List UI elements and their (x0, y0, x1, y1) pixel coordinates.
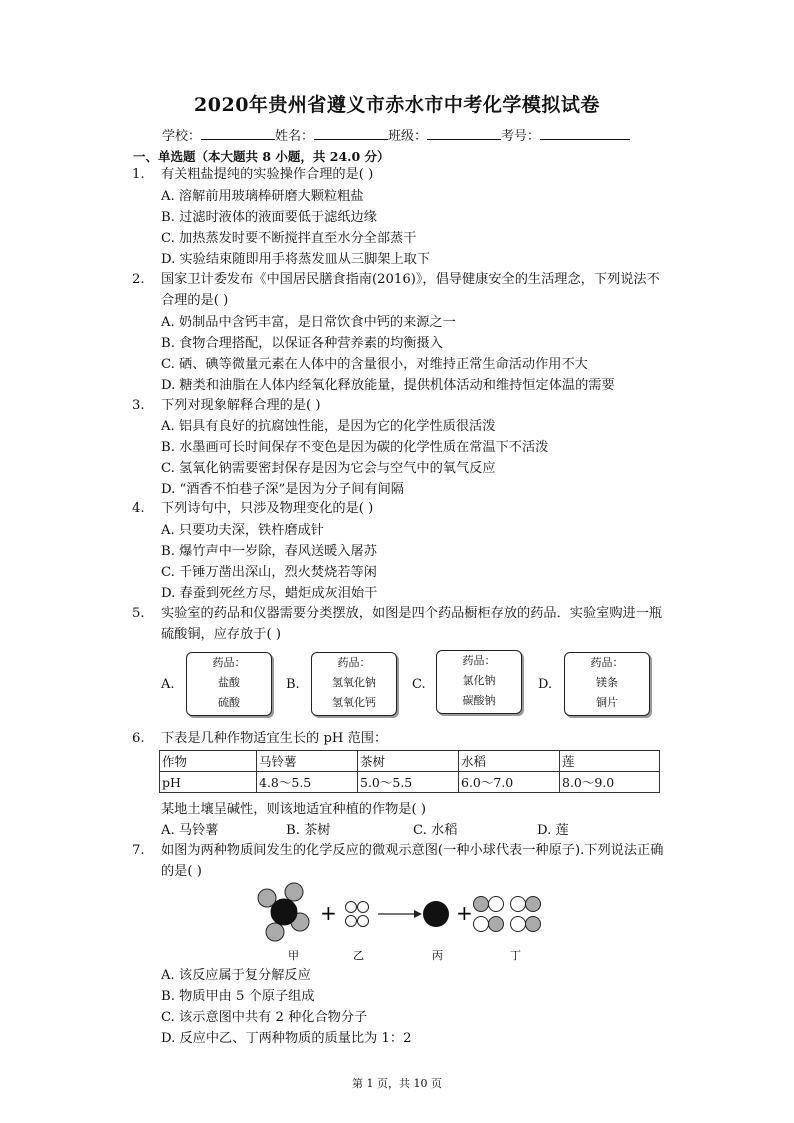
class-blank[interactable] (427, 127, 501, 140)
cabinet-d (564, 652, 650, 716)
cabinet-b (311, 652, 397, 716)
table-cell: 8.0～9.0 (560, 772, 660, 793)
question-4 (132, 498, 672, 519)
page-footer: 第 1 页，共 10 页 (352, 1077, 442, 1090)
table-cell: 6.0～7.0 (459, 772, 560, 793)
question-stem: 下表是几种作物适宜生长的 pH 范围： (161, 731, 388, 746)
student-info-line (162, 125, 630, 144)
table-cell: 5.0～5.5 (358, 772, 459, 793)
question-7 (132, 840, 664, 882)
option-c: C. 加热蒸发时要不断搅拌直至水分全部蒸干 (161, 231, 417, 246)
question-number: 3. (132, 398, 145, 413)
option-d: D. “酒香不怕巷子深”是因为分子间有间隔 (161, 482, 404, 497)
option-a: A. (161, 677, 175, 692)
option-b: B. 爆竹声中一岁除，春风送暖入屠苏 (161, 544, 377, 559)
option-c: C. (412, 677, 426, 692)
plus-sign: + (320, 901, 337, 925)
table-cell: 4.8～5.5 (257, 772, 358, 793)
molecule-yi (346, 902, 369, 927)
plus-sign: + (456, 901, 473, 925)
cabinet-item: 镁条 (596, 676, 618, 689)
cabinet-a (186, 652, 272, 716)
name-label: 姓名： (275, 129, 315, 144)
option-a: A. 只要功夫深，铁杵磨成针 (161, 523, 324, 538)
label-bing: 丙 (432, 949, 443, 962)
page-title: 2020年贵州省遵义市赤水市中考化学模拟试卷 (194, 94, 600, 116)
table-cell: 马铃薯 (257, 751, 358, 772)
option-d: D. 春蚕到死丝方尽，蜡炬成灰泪始干 (161, 586, 378, 601)
question-stem: 国家卫计委发布《中国居民膳食指南(2016)》，倡导健康安全的生活理念，下列说法不合理的是( ) (161, 272, 660, 308)
cabinet-item: 氯化钠 (462, 674, 496, 687)
question-stem: 下列诗句中，只涉及物理变化的是( ) (161, 501, 374, 516)
question-6 (132, 728, 672, 749)
question-5 (132, 603, 664, 645)
cabinet-item: 碳酸钠 (462, 694, 496, 707)
exam-no-blank[interactable] (540, 127, 630, 140)
option-d: D. 糖类和油脂在人体内经氧化释放能量，提供机体活动和维持恒定体温的需要 (161, 378, 615, 393)
option-a: A. 马铃薯 (161, 823, 219, 838)
question-number: 2. (132, 272, 145, 287)
option-c: C. 千锤万凿出深山，烈火焚烧若等闲 (161, 565, 377, 580)
cabinet-head: 药品： (590, 656, 624, 669)
table-row (160, 772, 660, 793)
option-d: D. 反应中乙、丁两种物质的质量比为 1：2 (161, 1031, 412, 1046)
reaction-diagram (248, 880, 558, 965)
label-yi: 乙 (353, 949, 364, 962)
cabinet-item: 硫酸 (218, 696, 240, 709)
question-number: 7. (132, 843, 145, 858)
label-ding: 丁 (510, 949, 521, 962)
question-1 (132, 164, 672, 185)
option-d: D. 实验结束随即用手将蒸发皿从三脚架上取下 (161, 252, 431, 267)
molecule-bing (423, 901, 449, 927)
question-stem: 实验室的药品和仪器需要分类摆放，如图是四个药品橱柜存放的药品．实验室购进一瓶硫酸铜，应存放于( ) (161, 606, 663, 642)
option-d: D. (538, 677, 553, 692)
question-3 (132, 395, 672, 416)
table-cell: pH (160, 772, 257, 793)
option-a: A. 该反应属于复分解反应 (161, 968, 311, 983)
option-c: C. 水稻 (413, 823, 458, 838)
cabinet-item: 盐酸 (218, 676, 240, 689)
option-b: B. 茶树 (286, 823, 331, 838)
option-b: B. 食物合理搭配，以保证各种营养素的均衡摄入 (161, 336, 443, 351)
option-b: B. 过滤时液体的液面要低于滤纸边缘 (161, 210, 377, 225)
option-d: D. 莲 (537, 823, 569, 838)
molecule-jia (258, 883, 309, 941)
question-number: 1. (132, 167, 145, 182)
option-c: C. 氢氧化钠需要密封保存是因为它会与空气中的氧气反应 (161, 461, 496, 476)
class-label: 班级： (388, 129, 428, 144)
cabinet-head: 药品： (212, 656, 246, 669)
cabinet-item: 氢氧化钙 (332, 696, 376, 709)
section-title: 一、单选题（本大题共 8 小题，共 24.0 分） (133, 149, 390, 164)
cabinet-head: 药品： (337, 656, 371, 669)
table-cell: 茶树 (358, 751, 459, 772)
option-b: B. 水墨画可长时间保存不变色是因为碳的化学性质在常温下不活泼 (161, 440, 549, 455)
option-a: A. 奶制品中含钙丰富，是日常饮食中钙的来源之一 (161, 315, 456, 330)
molecule-ding (474, 897, 541, 932)
question-stem: 下列对现象解释合理的是( ) (161, 398, 321, 413)
cabinet-item: 氢氧化钠 (332, 676, 376, 689)
option-a: A. 溶解前用玻璃棒研磨大颗粒粗盐 (161, 189, 364, 204)
ph-table (159, 750, 660, 793)
question-2 (132, 269, 664, 311)
school-blank[interactable] (201, 127, 275, 140)
question-stem: 有关粗盐提纯的实验操作合理的是( ) (161, 167, 374, 182)
option-b: B. 物质甲由 5 个原子组成 (161, 989, 315, 1004)
cabinet-head: 药品： (462, 654, 496, 667)
question-stem: 如图为两种物质间发生的化学反应的微观示意图(一种小球代表一种原子).下列说法正确的是( ) (161, 843, 664, 879)
question-number: 4. (132, 501, 145, 516)
question-number: 6. (132, 731, 145, 746)
option-c: C. 该示意图中共有 2 种化合物分子 (161, 1010, 368, 1025)
table-cell: 作物 (160, 751, 257, 772)
name-blank[interactable] (314, 127, 388, 140)
option-b: B. (286, 677, 300, 692)
option-c: C. 硒、碘等微量元素在人体中的含量很小，对维持正常生命活动作用不大 (161, 357, 588, 372)
table-header-row (160, 751, 660, 772)
label-jia: 甲 (288, 949, 299, 962)
question-number: 5. (132, 606, 145, 621)
table-cell: 水稻 (459, 751, 560, 772)
table-cell: 莲 (560, 751, 660, 772)
reaction-arrow (378, 910, 422, 918)
cabinet-item: 铜片 (596, 696, 618, 709)
cabinet-c (436, 650, 522, 714)
option-a: A. 铝具有良好的抗腐蚀性能，是因为它的化学性质很活泼 (161, 419, 496, 434)
school-label: 学校： (162, 129, 202, 144)
exam-no-label: 考号： (501, 129, 541, 144)
question-followup: 某地土壤呈碱性，则该地适宜种植的作物是( ) (161, 802, 427, 817)
